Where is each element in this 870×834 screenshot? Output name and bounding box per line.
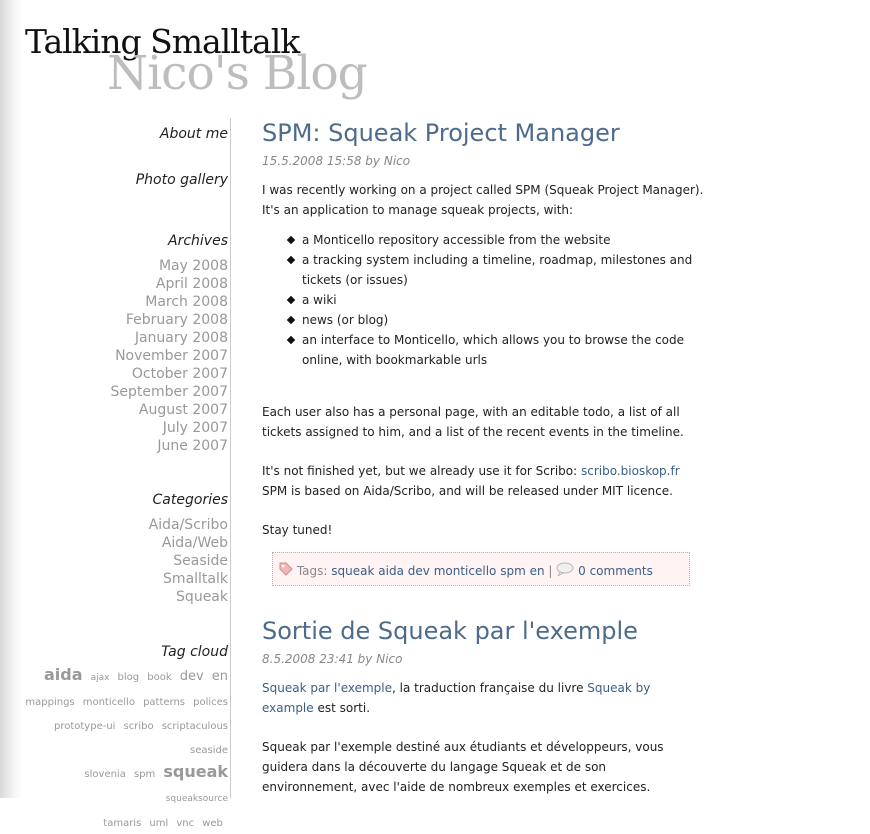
list-item: a wiki	[302, 290, 712, 310]
separator: |	[548, 564, 553, 578]
archive-link[interactable]: May 2008	[158, 258, 228, 274]
categories-list	[149, 516, 228, 606]
squeak-par-lexemple-link[interactable]: Squeak par l'exemple	[262, 681, 393, 695]
post-author: Nico	[383, 154, 411, 168]
tag-link-blog[interactable]: blog	[117, 672, 140, 683]
category-link[interactable]: Aida/Web	[161, 535, 228, 551]
post-tag-link[interactable]: squeak	[331, 564, 375, 578]
tag-link-patterns[interactable]: patterns	[143, 697, 186, 708]
post-tag-link[interactable]: monticello	[433, 564, 497, 578]
tag-link-seaside[interactable]: seaside	[190, 745, 228, 756]
post-paragraph: It's an application to manage squeak projects, with:	[262, 203, 574, 217]
sidebar-link-photo-gallery[interactable]: Photo gallery	[135, 172, 228, 188]
post-by: by	[365, 154, 381, 168]
post-paragraph: SPM is based on Aida/Scribo, and will be released under MIT licence.	[262, 484, 673, 498]
archive-link[interactable]: February 2008	[125, 312, 228, 328]
archives-list	[111, 257, 228, 455]
archive-link[interactable]: August 2007	[138, 402, 228, 418]
post-text: It's not finished yet, but we already use it for Scribo:	[262, 464, 581, 478]
tag-link-en[interactable]: en	[211, 669, 228, 684]
blog-title[interactable]: Talking Smalltalk	[25, 22, 300, 61]
tag-link-aida[interactable]: aida	[43, 665, 83, 684]
category-link[interactable]: Aida/Scribo	[148, 517, 228, 533]
archive-link[interactable]: July 2007	[162, 420, 228, 436]
archive-link[interactable]: June 2007	[157, 438, 228, 454]
post-body	[262, 180, 712, 540]
post-paragraph: Stay tuned!	[262, 523, 333, 537]
post-by: by	[357, 652, 373, 666]
post-date: 15.5.2008 15:58	[262, 154, 362, 168]
tag-link-book[interactable]: book	[147, 672, 172, 683]
archives-heading: Archives	[168, 233, 228, 249]
post	[262, 616, 712, 797]
archive-link[interactable]: November 2007	[115, 348, 228, 364]
post-title[interactable]: SPM: Squeak Project Manager	[262, 119, 620, 147]
tag-link-ajax[interactable]: ajax	[90, 673, 110, 683]
comment-icon	[556, 562, 574, 582]
tagcloud-heading: Tag cloud	[161, 644, 228, 660]
category-link[interactable]: Squeak	[176, 589, 228, 605]
tag-link-tamaris[interactable]: tamaris	[103, 818, 142, 829]
post-paragraph: Squeak par l'exemple destiné aux étudiants et développeurs, vous guidera dans la découverte du langage Squeak et de son environnement, avec l'aide de nombreux exemples et exercices.	[262, 740, 664, 794]
post	[262, 118, 712, 586]
post-text: , la traduction française du livre	[392, 681, 588, 695]
tags-label: Tags:	[296, 564, 328, 578]
category-link[interactable]: Smalltalk	[163, 571, 228, 587]
archive-link[interactable]: January 2008	[134, 330, 228, 346]
post-meta	[262, 651, 712, 667]
archive-link[interactable]: September 2007	[110, 384, 228, 400]
post-tag-link[interactable]: spm	[500, 564, 526, 578]
tag-link-mappings[interactable]: mappings	[25, 697, 75, 708]
tag-link-slovenia[interactable]: slovenia	[84, 769, 126, 780]
tag-link-polices[interactable]: polices	[193, 697, 228, 708]
post-tag-link[interactable]: dev	[407, 564, 430, 578]
post-paragraph	[262, 678, 702, 718]
scribo-link[interactable]: scribo.bioskop.fr	[580, 464, 680, 478]
post-tag-link[interactable]: aida	[378, 564, 404, 578]
archive-link[interactable]: April 2008	[155, 276, 228, 292]
tag-link-scriptaculous[interactable]: scriptaculous	[161, 721, 228, 732]
post-tags-box	[272, 552, 690, 586]
archive-link[interactable]: March 2008	[145, 294, 228, 310]
sidebar-link-about[interactable]: About me	[159, 126, 228, 142]
post-paragraph: Each user also has a personal page, with an editable todo, a list of all tickets assigned to him, and a list of the recent events in the timeline.	[262, 405, 684, 439]
tag-link-spm[interactable]: spm	[133, 769, 156, 780]
list-item: a tracking system including a timeline, roadmap, milestones and tickets (or issues)	[302, 250, 707, 290]
tag-link-scribo[interactable]: scribo	[123, 721, 154, 732]
tag-link-prototype-ui[interactable]: prototype-ui	[53, 721, 116, 732]
tag-icon	[279, 562, 293, 582]
sidebar	[0, 118, 231, 829]
list-item: news (or blog)	[302, 310, 712, 330]
post-text: est sorti.	[313, 701, 371, 715]
post-paragraph	[262, 461, 712, 481]
post-date: 8.5.2008 23:41	[262, 652, 354, 666]
post-paragraph: I was recently working on a project called SPM (Squeak Project Manager).	[262, 183, 704, 197]
feature-list	[262, 230, 712, 370]
tag-link-web[interactable]: web	[202, 818, 223, 829]
list-item: an interface to Monticello, which allows you to browse the code online, with bookmarkable urls	[302, 330, 707, 370]
list-item: a Monticello repository accessible from the website	[302, 230, 712, 250]
tag-link-squeak[interactable]: squeak	[163, 762, 228, 781]
post-tag-link[interactable]: en	[529, 564, 545, 578]
post-meta	[262, 153, 712, 169]
main-content	[262, 118, 712, 797]
comments-link[interactable]: 0 comments	[578, 564, 653, 578]
category-link[interactable]: Seaside	[173, 553, 228, 569]
archive-link[interactable]: October 2007	[131, 366, 228, 382]
tag-link-dev[interactable]: dev	[179, 669, 204, 684]
post-body	[262, 678, 702, 797]
blog-subtitle[interactable]: Nico's Blog	[107, 46, 367, 101]
tag-link-uml[interactable]: uml	[149, 818, 169, 829]
blog-header	[25, 22, 367, 101]
post-author: Nico	[376, 652, 403, 666]
tag-link-squeaksource[interactable]: squeaksource	[165, 794, 228, 804]
squeak-by-example-link[interactable]: Squeak by example	[262, 681, 651, 715]
tag-cloud	[18, 664, 228, 834]
tag-link-monticello[interactable]: monticello	[82, 697, 135, 708]
categories-heading: Categories	[152, 492, 228, 508]
tag-link-vnc[interactable]: vnc	[176, 818, 195, 829]
post-title[interactable]: Sortie de Squeak par l'exemple	[262, 617, 638, 645]
